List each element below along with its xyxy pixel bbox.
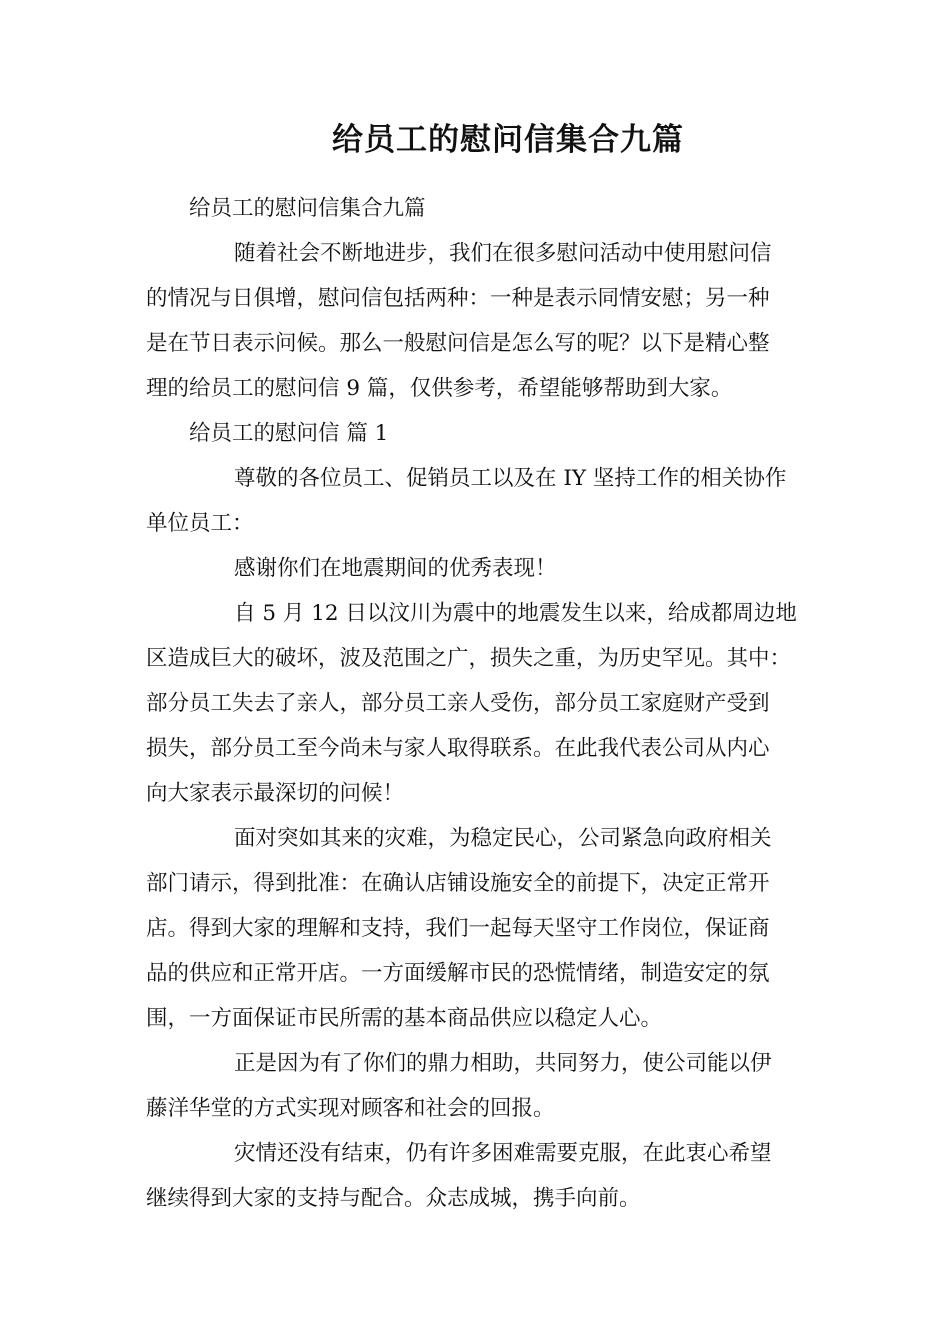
- body-paragraph-1: [146, 591, 810, 816]
- text-line: 品的供应和正常开店。一方面缓解市民的恐慌情绪，制造安定的氛: [146, 961, 770, 986]
- text-line: 随着社会不断地进步，我们在很多慰问活动中使用慰问信: [234, 241, 772, 266]
- subtitle: 给员工的慰问信集合九篇: [189, 196, 426, 221]
- text-line: 继续得到大家的支持与配合。众志成城，携手向前。: [146, 1186, 641, 1211]
- section-heading: 给员工的慰问信 篇 1: [189, 421, 389, 446]
- salutation-paragraph: [146, 456, 810, 546]
- body-paragraph-2: [146, 816, 810, 1041]
- text-line: 自 5 月 12 日以汶川为震中的地震发生以来，给成都周边地: [234, 601, 797, 626]
- document-body: [146, 186, 810, 1221]
- text-line: 围，一方面保证市民所需的基本商品供应以稳定人心。: [146, 1006, 663, 1031]
- text-line: 面对突如其来的灾难，为稳定民心，公司紧急向政府相关: [234, 826, 772, 851]
- text-line: 店。得到大家的理解和支持，我们一起每天坚守工作岗位，保证商: [146, 916, 770, 941]
- text-line: 灾情还没有结束，仍有许多困难需要克服，在此衷心希望: [234, 1141, 772, 1166]
- text-line: 区造成巨大的破坏，波及范围之广，损失之重，为历史罕见。其中：: [146, 646, 792, 671]
- text-line: 藤洋华堂的方式实现对顾客和社会的回报。: [146, 1096, 555, 1121]
- body-paragraph-4: [146, 1131, 810, 1221]
- text-line: 正是因为有了你们的鼎力相助，共同努力，使公司能以伊: [234, 1051, 772, 1076]
- text-line: 损失，部分员工至今尚未与家人取得联系。在此我代表公司从内心: [146, 736, 770, 761]
- text-line: 是在节日表示问候。那么一般慰问信是怎么写的呢？以下是精心整: [146, 331, 770, 356]
- text-line: 尊敬的各位员工、促销员工以及在 IY 坚持工作的相关协作: [234, 466, 787, 491]
- intro-paragraph: [146, 231, 810, 411]
- text-line: 单位员工：: [146, 511, 254, 536]
- body-paragraph-3: [146, 1041, 810, 1131]
- page-title: 给员工的慰问信集合九篇: [332, 122, 684, 158]
- text-line: 理的给员工的慰问信 9 篇，仅供参考，希望能够帮助到大家。: [146, 376, 733, 401]
- text-line: 部分员工失去了亲人，部分员工亲人受伤，部分员工家庭财产受到: [146, 691, 770, 716]
- text-line: 向大家表示最深切的问候！: [146, 781, 405, 806]
- text-line: 的情况与日俱增，慰问信包括两种：一种是表示同情安慰；另一种: [146, 286, 770, 311]
- thanks-line: 感谢你们在地震期间的优秀表现！: [234, 556, 557, 581]
- text-line: 部门请示，得到批准：在确认店铺设施安全的前提下，决定正常开: [146, 871, 770, 896]
